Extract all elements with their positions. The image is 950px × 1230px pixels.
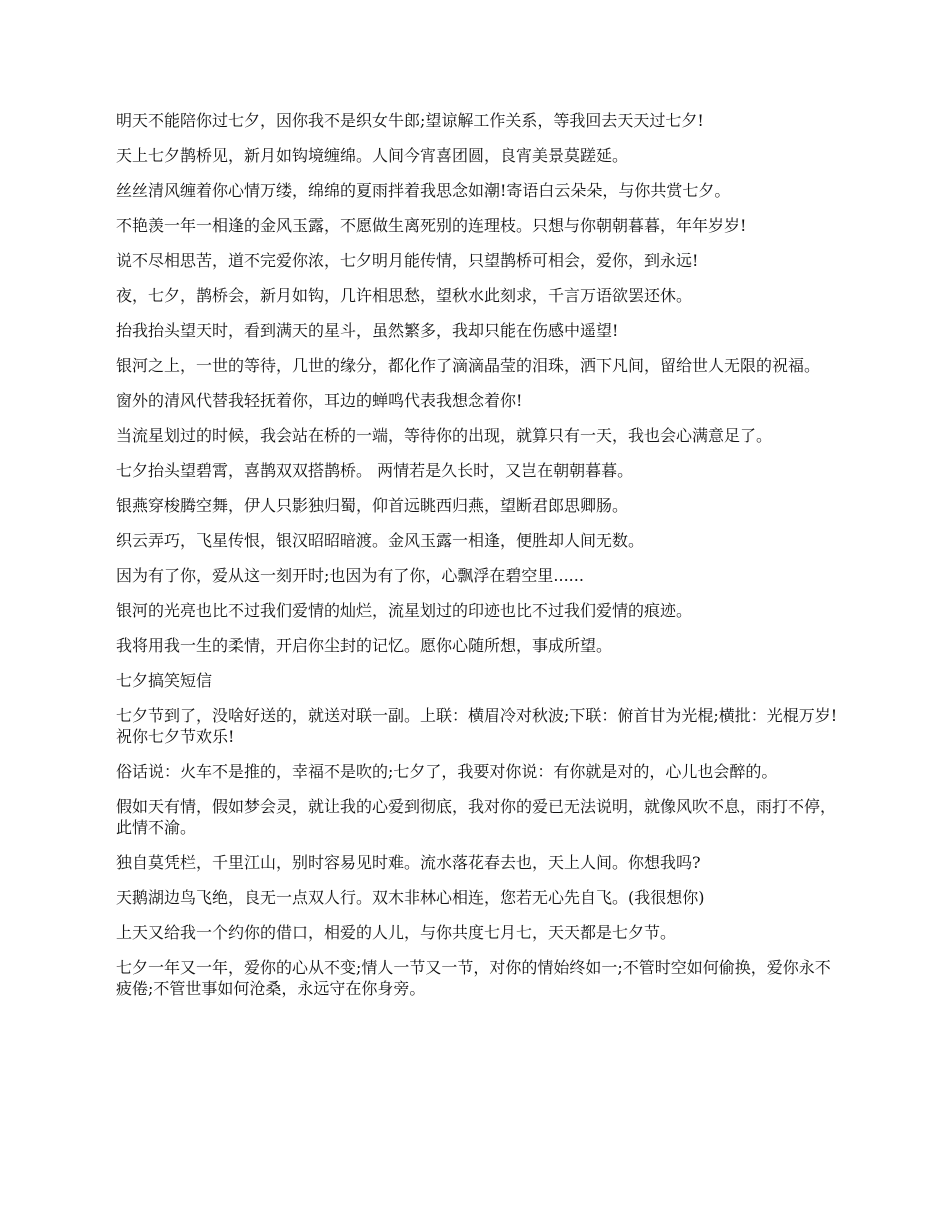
paragraph: 丝丝清风缠着你心情万缕，绵绵的夏雨拌着我思念如潮!寄语白云朵朵，与你共赏七夕。 — [116, 181, 731, 200]
document-body — [116, 110, 842, 1013]
paragraph: 抬我抬头望天时，看到满天的星斗，虽然繁多，我却只能在伤感中遥望! — [116, 321, 619, 340]
paragraph: 不艳羡一年一相逢的金风玉露，不愿做生离死别的连理枝。只想与你朝朝暮暮，年年岁岁! — [116, 216, 747, 235]
paragraph: 窗外的清风代替我轻抚着你，耳边的蝉鸣代表我想念着你! — [116, 391, 523, 410]
paragraph: 假如天有情，假如梦会灵，就让我的心爱到彻底，我对你的爱已无法说明，就像风吹不息，雨打不停，此情不渝。 — [116, 797, 837, 837]
paragraph: 夜，七夕，鹊桥会，新月如钩，几许相思愁，望秋水此刻求，千言万语欲罢还休。 — [116, 286, 693, 305]
paragraph: 当流星划过的时候，我会站在桥的一端，等待你的出现，就算只有一天，我也会心满意足了。 — [116, 426, 773, 445]
section-heading: 七夕搞笑短信 — [116, 671, 213, 690]
paragraph: 因为有了你，爱从这一刻开时;也因为有了你，心飘浮在碧空里...... — [116, 566, 584, 585]
paragraph: 七夕一年又一年，爱你的心从不变;情人一节又一节，对你的情始终如一;不管时空如何偷换，爱你永不疲倦;不管世事如何沧桑，永远守在你身旁。 — [116, 958, 831, 998]
paragraph: 银燕穿梭腾空舞，伊人只影独归蜀，仰首远眺西归燕，望断君郎思卿肠。 — [116, 496, 629, 515]
paragraph: 天鹅湖边鸟飞绝，良无一点双人行。双木非林心相连，您若无心先自飞。(我很想你) — [116, 888, 705, 907]
paragraph: 上天又给我一个约你的借口，相爱的人儿，与你共度七月七，天天都是七夕节。 — [116, 923, 677, 942]
paragraph: 独自莫凭栏，千里江山，别时容易见时难。流水落花春去也，天上人间。你想我吗? — [116, 853, 701, 872]
paragraph: 俗话说：火车不是推的，幸福不是吹的;七夕了，我要对你说：有你就是对的，心儿也会醉的。 — [116, 762, 778, 781]
paragraph: 织云弄巧，飞星传恨，银汉昭昭暗渡。金风玉露一相逢，便胜却人间无数。 — [116, 531, 645, 550]
paragraph: 说不尽相思苦，道不完爱你浓，七夕明月能传情，只望鹊桥可相会，爱你，到永远! — [116, 251, 699, 270]
paragraph: 明天不能陪你过七夕，因你我不是织女牛郎;望谅解工作关系，等我回去天天过七夕! — [116, 111, 704, 130]
paragraph: 七夕节到了，没啥好送的，就送对联一副。上联：横眉冷对秋波;下联：俯首甘为光棍;横批：光棍万岁!祝你七夕节欢乐! — [116, 706, 838, 746]
paragraph: 七夕抬头望碧霄，喜鹊双双搭鹊桥。 两情若是久长时，又岂在朝朝暮暮。 — [116, 461, 634, 480]
paragraph: 银河的光亮也比不过我们爱情的灿烂，流星划过的印迹也比不过我们爱情的痕迹。 — [116, 601, 693, 620]
paragraph: 我将用我一生的柔情，开启你尘封的记忆。愿你心随所想，事成所望。 — [116, 636, 613, 655]
paragraph: 天上七夕鹊桥见，新月如钩境缠绵。人间今宵喜团圆，良宵美景莫蹉延。 — [116, 146, 629, 165]
paragraph: 银河之上，一世的等待，几世的缘分，都化作了滴滴晶莹的泪珠，洒下凡间，留给世人无限的祝福。 — [116, 356, 821, 375]
